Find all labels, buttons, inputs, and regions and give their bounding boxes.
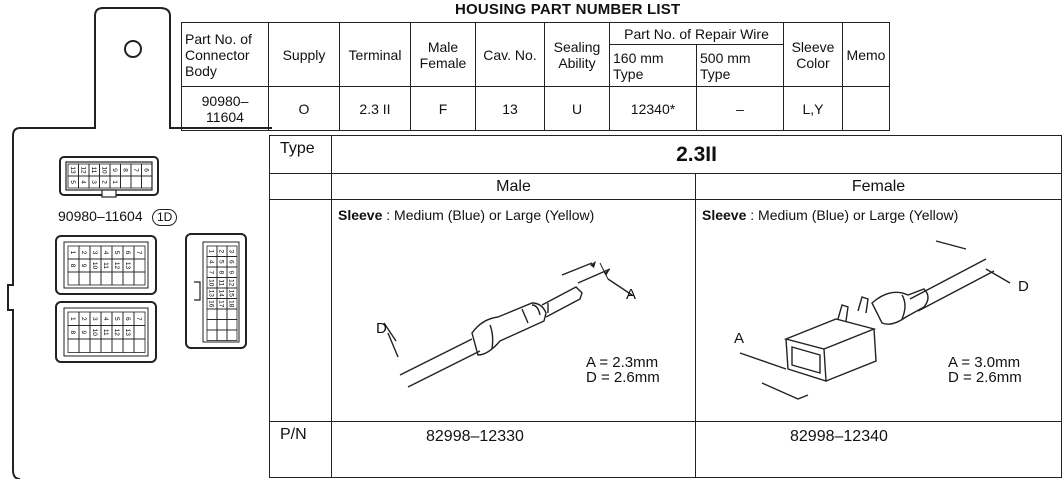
block-a-pin-4: 4 [102,250,109,255]
terminal-type-table [269,135,1062,478]
block-b-pin-9: 9 [80,330,87,335]
header-part-no: Part No. of Connector Body [182,23,269,87]
cell-part-no: 90980– 11604 [182,87,269,131]
connector-block-b [56,302,156,362]
block-a-pin-7: 7 [135,250,142,255]
header-160mm: 160 mm Type [610,45,697,87]
housing-list-title: HOUSING PART NUMBER LIST [455,1,681,18]
front-pin-10: 10 [100,166,108,174]
male-column-header: Male [332,174,696,200]
female-dim-a: A = 3.0mm [948,354,1021,371]
cell-160mm: 12340* [610,87,697,131]
front-pin-4: 4 [79,180,87,184]
side-pin-16: 16 [207,300,215,308]
connector-code-badge: 1D [152,209,177,226]
header-terminal: Terminal [340,23,411,87]
header-memo: Memo [843,23,890,87]
cell-sleeve-color: L,Y [784,87,843,131]
block-a-pin-10: 10 [91,261,98,270]
block-b-pin-7: 7 [135,316,142,321]
side-pin-10: 10 [207,279,215,287]
side-pin-18: 18 [227,300,235,308]
connector-part-label: 90980–11604 [58,208,143,224]
type-value: 2.3II [332,136,1062,174]
mounting-hole-icon [124,40,142,58]
block-a-pin-1: 1 [69,250,76,255]
male-sleeve-text: Sleeve : Medium (Blue) or Large (Yellow) [338,207,595,223]
male-d-tag: D [376,320,387,337]
header-sleeve-color: Sleeve Color [784,23,843,87]
cell-sealing: U [545,87,610,131]
side-pin-8: 8 [217,270,225,275]
side-pin-15: 15 [227,289,235,297]
male-terminal-drawing [332,223,695,419]
block-b-pin-11: 11 [102,328,109,336]
cell-supply: O [269,87,340,131]
block-b-pin-12: 12 [113,328,120,336]
front-pin-3: 3 [89,180,97,184]
female-terminal-drawing [696,223,1061,419]
female-a-tag: A [734,330,745,347]
block-b-pin-13: 13 [124,328,131,336]
block-b-pin-4: 4 [102,316,109,321]
side-pin-11: 11 [217,279,225,287]
female-sleeve-text: Sleeve : Medium (Blue) or Large (Yellow) [702,207,959,223]
side-pin-3: 3 [227,249,235,254]
side-pin-12: 12 [227,279,235,287]
block-a-pin-9: 9 [80,263,87,268]
side-pin-13: 13 [207,289,215,297]
block-a-pin-13: 13 [124,261,131,270]
pn-label: P/N [270,422,332,478]
block-a-pin-8: 8 [69,263,76,268]
male-dim-a: A = 2.3mm [586,354,659,371]
block-b-pin-6: 6 [124,316,131,321]
block-a-pin-6: 6 [124,250,131,255]
female-d-tag: D [1018,278,1029,295]
type-label: Type [270,136,332,174]
front-pin-8: 8 [121,168,129,172]
connector-front-view [60,157,158,197]
female-dim-d: D = 2.6mm [948,369,1022,386]
side-pin-6: 6 [227,259,235,264]
block-b-pin-2: 2 [80,316,87,321]
front-pin-7: 7 [131,168,139,172]
block-a-pin-3: 3 [91,250,98,255]
block-a-pin-11: 11 [102,262,109,269]
front-pin-9: 9 [110,168,118,172]
header-male-female: Male Female [411,23,476,87]
side-pin-5: 5 [217,259,225,264]
connector-block-a [56,236,156,294]
side-pin-17: 17 [217,300,225,308]
block-b-pin-10: 10 [91,328,98,336]
female-terminal-icon [696,223,1061,419]
header-500mm: 500 mm Type [697,45,784,87]
block-b-pin-8: 8 [69,330,76,335]
female-pn: 82998–12340 [696,422,1062,478]
male-a-tag: A [626,286,637,303]
female-column-header: Female [696,174,1062,200]
cell-male-female: F [411,87,476,131]
front-pin-5: 5 [68,180,76,184]
male-pn: 82998–12330 [332,422,696,478]
front-pin-2: 2 [100,180,108,184]
header-repair-wire: Part No. of Repair Wire [610,23,784,45]
side-pin-7: 7 [207,270,215,275]
side-pin-1: 1 [207,249,215,254]
cell-500mm: – [697,87,784,131]
front-pin-11: 11 [89,166,97,174]
block-a-pin-12: 12 [113,261,120,270]
block-b-pin-1: 1 [69,316,76,321]
side-pin-2: 2 [217,249,225,254]
side-pin-14: 14 [217,289,225,297]
front-pin-12: 12 [79,166,87,174]
housing-part-table [181,22,890,131]
block-b-pin-5: 5 [113,316,120,321]
cell-memo [843,87,890,131]
header-supply: Supply [269,23,340,87]
cell-cav-no: 13 [476,87,545,131]
side-pin-9: 9 [227,270,235,275]
block-a-pin-5: 5 [113,250,120,255]
cell-terminal: 2.3 II [340,87,411,131]
male-dim-d: D = 2.6mm [586,369,660,386]
block-b-pin-3: 3 [91,316,98,321]
front-pin-6: 6 [142,168,150,172]
side-pin-4: 4 [207,259,215,264]
connector-side-view [186,234,246,348]
front-pin-13: 13 [68,166,76,174]
front-pin-1: 1 [110,180,118,184]
block-a-pin-2: 2 [80,250,87,255]
header-cav-no: Cav. No. [476,23,545,87]
header-sealing: Sealing Ability [545,23,610,87]
